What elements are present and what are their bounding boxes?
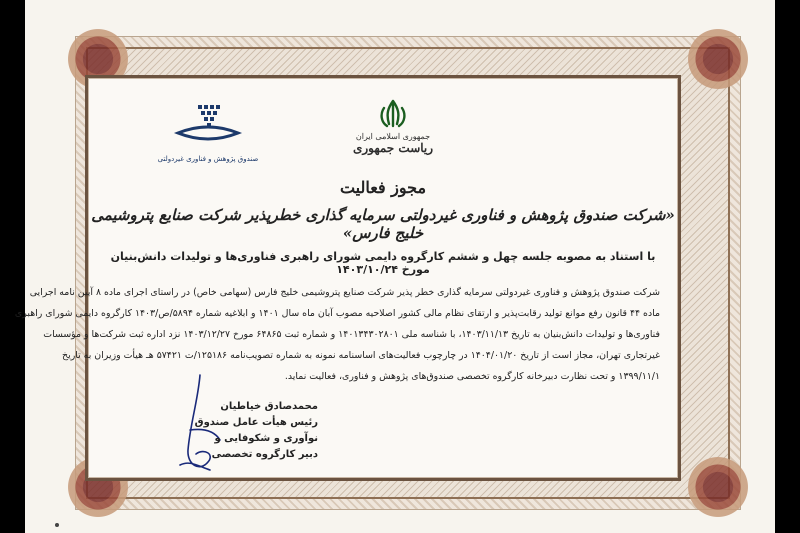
signature-block bbox=[168, 399, 318, 463]
corner-ornament bbox=[683, 452, 753, 522]
margin-dot bbox=[55, 523, 59, 527]
approval-reference: با استناد به مصوبه جلسه چهل و ششم کارگروه دایمی شورای راهبری فناوری‌ها و تولیدات دانش‌بنیان مورخ ۱۴۰۳/۱۰/۲۴ bbox=[110, 250, 656, 276]
iran-emblem-icon bbox=[376, 98, 410, 130]
emblem-line2: ریاست جمهوری bbox=[352, 141, 434, 155]
edge-margin bbox=[55, 40, 65, 510]
body-line: فناوری‌ها و تولیدات دانش‌بنیان به تاریخ ۱۴۰۳/۱۱/۱۳، با شناسه ملی ۱۴۰۱۳۴۳۰۲۸۰۱ و شماره ثبت ۶۴۸۶۵ مورخ ۱۴۰۳/۱۲/۲۷ نزد اداره ثبت شرکت‌ها و مؤسسات bbox=[43, 329, 660, 340]
fund-logo-caption: صندوق پژوهش و فناوری غیردولتی bbox=[157, 155, 259, 163]
emblem-line1: جمهوری اسلامی ایران bbox=[355, 132, 431, 141]
fund-logo bbox=[153, 103, 263, 163]
signatory-role: دبیر کارگروه تخصصی bbox=[211, 449, 318, 460]
body-line: ماده ۴۴ قانون رفع موانع تولید رقابت‌پذیر و ارتقای نظام مالی کشور اصلاحیه مصوب آبان ماه سال ۱۴۰۱ و ابلاغیه شماره ۵۸۹۴/ص/۱۴۰۳ کارگروه دایمی شورای راهبری bbox=[14, 308, 660, 319]
company-name: «شرکت صندوق پژوهش و فناوری غیردولتی سرمایه گذاری خطرپذیر شرکت صنایع پتروشیمی خلیج فارس» bbox=[91, 206, 675, 242]
body-line: غیرتجاری تهران، مجاز است از تاریخ ۱۴۰۴/۰۱/۲۰ در چارچوب فعالیت‌های اساسنامه نمونه به شماره تصویب‌نامه ۱۲۵۱۸۶/ت ۵۷۴۲۱ هـ هیأت وزیران به تاریخ bbox=[62, 350, 660, 361]
certificate-page bbox=[14, 0, 775, 533]
presidency-emblem bbox=[348, 98, 438, 155]
body-line: شرکت صندوق پژوهش و فناوری غیردولتی سرمایه گذاری خطر پذیر شرکت صنایع پتروشیمی خلیج فارس (سهامی خاص) در راستای اجرای ماده ۸ آیین نامه اجرایی bbox=[29, 287, 660, 298]
fund-logo-icon bbox=[168, 103, 248, 147]
body-line: ۱۳۹۹/۱۱/۱ و تحت نظارت دبیرخانه کارگروه تخصصی صندوق‌های پژوهش و فناوری، فعالیت نماید. bbox=[284, 371, 660, 382]
signatory-name: محمدصادق خیاطیان bbox=[220, 401, 318, 412]
signatory-role: رئیس هیأت عامل صندوق نوآوری و شکوفایی و bbox=[194, 417, 318, 444]
certificate-title: مجوز فعالیت bbox=[339, 178, 427, 197]
corner-ornament bbox=[683, 24, 753, 94]
certificate-body bbox=[14, 75, 681, 481]
